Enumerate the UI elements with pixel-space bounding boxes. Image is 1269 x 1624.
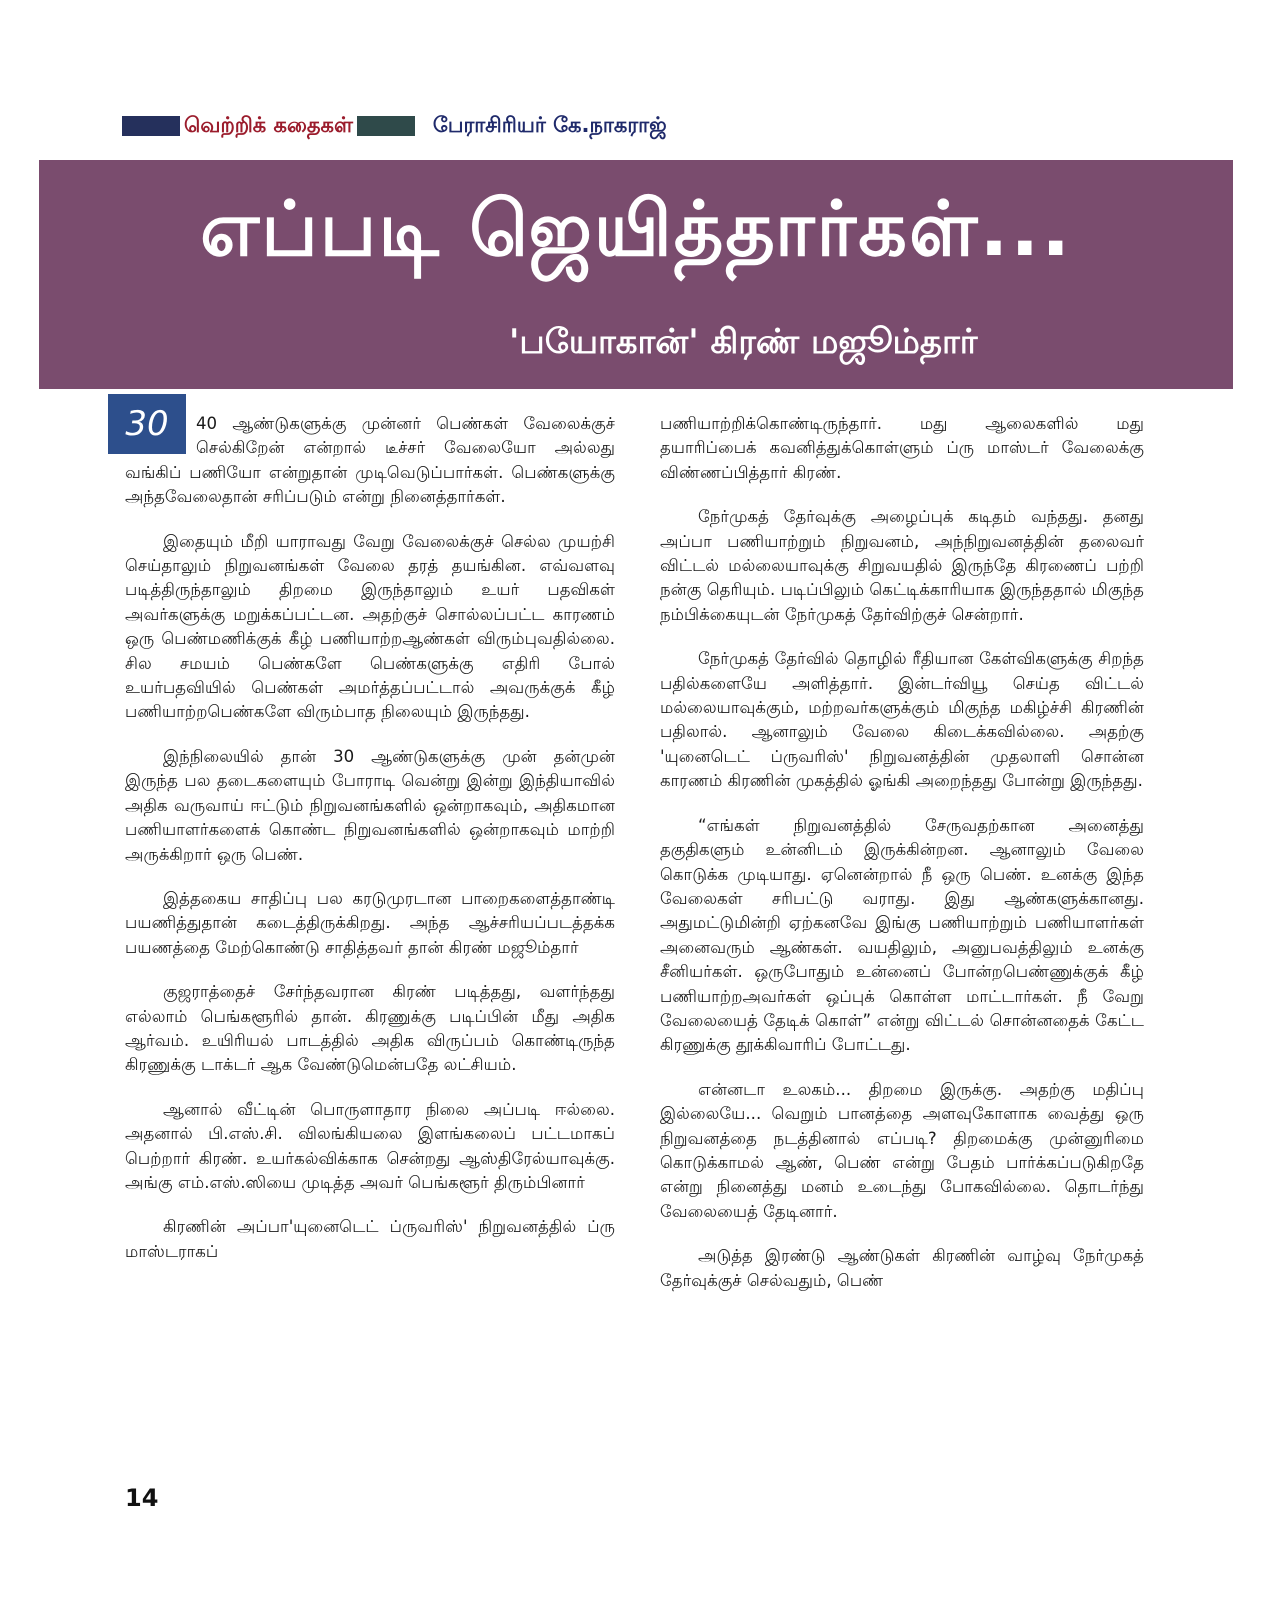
paragraph: நேர்முகத் தேர்வுக்கு அழைப்புக் கடிதம் வந்தது. தனது அப்பா பணியாற்றும் நிறுவனம், அந்நிறுவனத்தின் தலைவர் விட்டல் மல்லையாவுக்கு சிறுவயதில் இருந்தே கிரணைப் பற்றி நன்கு தெரியும். படிப்பிலும் கெட்டிக்காரியாக இருந்ததால் மிகுந்த நம்பிக்கையுடன் நேர்முகத் தேர்விற்குச் சென்றார். <box>660 507 1144 624</box>
author-name: பேராசிரியர் கே.நாகராஜ் <box>432 112 667 137</box>
article-column-right <box>660 412 1144 1313</box>
paragraph: கிரணின் அப்பா'யுனைடெட் ப்ருவரிஸ்' நிறுவனத்தில் ப்ரு மாஸ்டராகப் <box>125 1217 615 1261</box>
paragraph <box>125 403 615 510</box>
paragraph: இத்தகைய சாதிப்பு பல கரடுமுரடான பாறைகளைத்தாண்டி பயணித்துதான் கடைத்திருக்கிறது. அந்த ஆச்சரியப்படத்தக்க பயணத்தை மேற்கொண்டு சாதித்தவர் தான் கிரண் மஜூம்தார் <box>125 888 615 957</box>
paragraph: இந்நிலையில் தான் 30 ஆண்டுகளுக்கு முன் தன்முன் இருந்த பல தடைகளையும் போராடி வென்று இன்று இந்தியாவில் அதிக வருவாய் ஈட்டும் நிறுவனங்களில் ஒன்றாகவும், அதிகமான பணியாளர்களைக் கொண்ட நிறுவனங்களில் ஒன்றாகவும் மாற்றி அருக்கிறார் ஒரு பெண். <box>125 746 615 864</box>
paragraph: குஜராத்தைச் சேர்ந்தவரான கிரண் படித்தது, வளர்ந்தது எல்லாம் பெங்களூரில் தான். கிரணுக்கு படிப்பின் மீது அதிக ஆர்வம். உயிரியல் பாடத்தில் அதிக விருப்பம் கொண்டிருந்த கிரணுக்கு டாக்டர் ஆக வேண்டுமென்பதே லட்சியம். <box>125 982 615 1075</box>
paragraph: அடுத்த இரண்டு ஆண்டுகள் கிரணின் வாழ்வு நேர்முகத் தேர்வுக்குச் செல்வதும், பெண் <box>660 1246 1144 1290</box>
decorative-bar <box>122 116 180 136</box>
drop-number-box: 30 <box>108 394 186 454</box>
article-subtitle: 'பயோகான்' கிரண் மஜூம்தார் <box>509 322 978 362</box>
paragraph: பணியாற்றிக்கொண்டிருந்தார். மது ஆலைகளில் மது தயாரிப்பைக் கவனித்துக்கொள்ளும் ப்ரு மாஸ்டர் வேலைக்கு விண்ணப்பித்தார் கிரண். <box>660 414 1144 482</box>
paragraph-text: 40 ஆண்டுகளுக்கு முன்னர் பெண்கள் வேலைக்குச் செல்கிறேன் என்றால் டீச்சர் வேலையோ அல்லது வங்கிப் பணியோ என்றுதான் முடிவெடுப்பார்கள். பெண்களுக்கு அந்தவேலைதான் சரிப்படும் என்று நினைத்தார்கள். <box>125 414 615 507</box>
series-label: வெற்றிக் கதைகள் <box>184 112 353 137</box>
paragraph: நேர்முகத் தேர்வில் தொழில் ரீதியான கேள்விகளுக்கு சிறந்த பதில்களையே அளித்தார். இன்டர்வியூ செய்த விட்டல் மல்லையாவுக்கும், மற்றவர்களுக்கும் மிகுந்த மகிழ்ச்சி கிரணின் பதிலால். ஆனாலும் வேலை கிடைக்கவில்லை. அதற்கு 'யுனைடெட் ப்ருவரிஸ்' நிறுவனத்தின் முதலாளி சொன்ன காரணம் கிரணின் முகத்தில் ஓங்கி அறைந்தது போன்று இருந்தது. <box>660 649 1144 791</box>
article-column-left <box>125 403 615 1284</box>
page-number: 14 <box>125 1484 159 1512</box>
paragraph: “எங்கள் நிறுவனத்தில் சேருவதற்கான அனைத்து தகுதிகளும் உன்னிடம் இருக்கின்றன. ஆனாலும் வேலை கொடுக்க முடியாது. ஏனென்றால் நீ ஒரு பெண். உனக்கு இந்த வேலைகள் சரிபட்டு வராது. இது ஆண்களுக்கானது. அதுமட்டுமின்றி ஏற்கனவே இங்கு பணியாற்றும் பணியாளர்கள் அனைவரும் ஆண்கள். வயதிலும், அனுபவத்திலும் உனக்கு சீனியர்கள். ஒருபோதும் உன்னைப் போன்றபெண்ணுக்குக் கீழ் பணியாற்றஅவர்கள் ஒப்புக் கொள்ள மாட்டார்கள். நீ வேறு வேலையைத் தேடிக் கொள்” என்று விட்டல் சொன்னதைக் கேட்ட கிரணுக்கு தூக்கிவாரிப் போட்டது. <box>660 815 1144 1055</box>
paragraph: இதையும் மீறி யாராவது வேறு வேலைக்குச் செல்ல முயற்சி செய்தாலும் நிறுவனங்கள் வேலை தரத் தயங்கின. எவ்வளவு படித்திருந்தாலும் திறமை இருந்தாலும் உயர் பதவிகள் அவர்களுக்கு மறுக்கப்பட்டன. அதற்குச் சொல்லப்பட்ட காரணம் ஒரு பெண்மணிக்குக் கீழ் பணியாற்றஆண்கள் விரும்புவதில்லை. சில சமயம் பெண்களே பெண்களுக்கு எதிரி போல் உயர்பதவியில் பெண்கள் அமர்த்தப்பட்டால் அவருக்குக் கீழ் பணியாற்றபெண்களே விரும்பாத நிலையும் இருந்தது. <box>125 531 615 722</box>
title-banner <box>39 160 1233 389</box>
article-title: எப்படி ஜெயித்தார்கள்... <box>199 184 1073 273</box>
paragraph: என்னடா உலகம்... திறமை இருக்கு. அதற்கு மதிப்பு இல்லையே... வெறும் பானத்தை அளவுகோளாக வைத்து ஒரு நிறுவனத்தை நடத்தினால் எப்படி? திறமைக்கு முன்னுரிமை கொடுக்காமல் ஆண், பெண் என்று பேதம் பார்க்கப்படுகிறதே என்று நினைத்து மனம் உடைந்து போகவில்லை. தொடர்ந்து வேலையைத் தேடினார். <box>660 1079 1144 1221</box>
section-header <box>122 110 667 142</box>
decorative-bar <box>357 116 415 136</box>
paragraph: ஆனால் வீட்டின் பொருளாதார நிலை அப்படி ஈல்லை. அதனால் பி.எஸ்.சி. விலங்கியலை இளங்கலைப் பட்டமாகப் பெற்றார் கிரண். உயர்கல்விக்காக சென்றது ஆஸ்திரேல்யாவுக்கு. அங்கு எம்.எஸ்.ஸியை முடித்த அவர் பெங்களூர் திரும்பினார் <box>125 1099 615 1192</box>
